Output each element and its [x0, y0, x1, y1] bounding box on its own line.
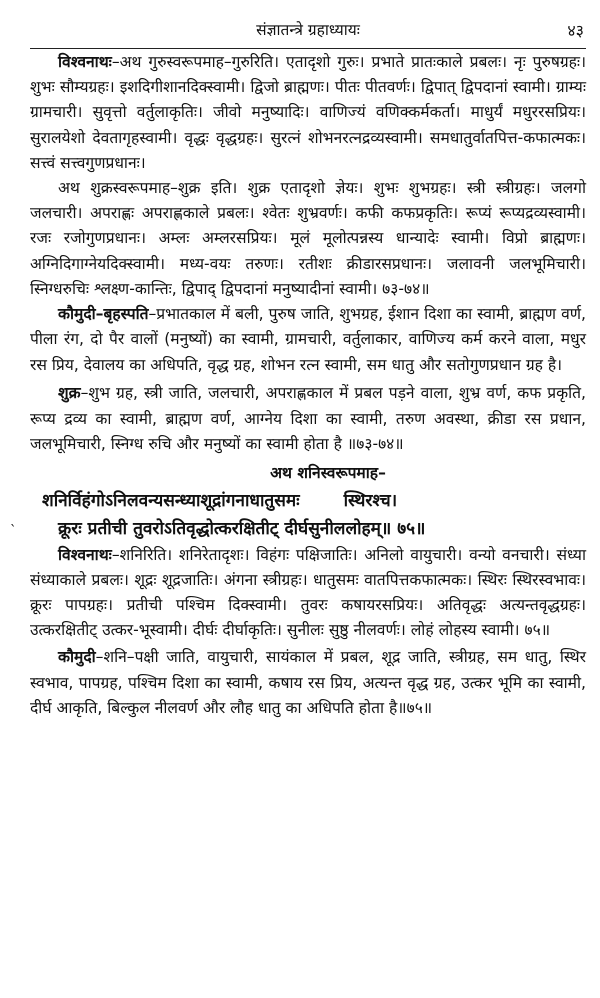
guru-hindi-label: कौमुदी–बृहस्पति [58, 305, 149, 324]
margin-mark: ` [10, 524, 17, 539]
shukra-hindi-commentary [30, 381, 586, 457]
shukra-hindi-label: शुक्र [58, 384, 81, 403]
shani-hindi-text: –शनि–पक्षी जाति, वायुचारी, सायंकाल में प्रबल, शूद्र जाति, स्त्रीग्रह, सम धातु, स्थिर स्वभाव, पापग्रह, पश्चिम दिशा का स्वामी, कषाय रस प्रिय, अत्यन्त वृद्ध ग्रह, उत्कर भूमि का स्वामी, दीर्घ आकृति, बिल्कुल नीलवर्ण और लौह धातु का अधिपति होता है॥७५॥ [30, 648, 586, 718]
guru-hindi-text: –प्रभातकाल में बली, पुरुष जाति, शुभग्रह, ईशान दिशा का स्वामी, ब्राह्मण वर्ण, पीला रंग, दो पैर वालों (मनुष्यों) का स्वामी, ग्रामचारी, वर्तुलाकार, वाणिज्य कर्म करने वाला, मधुर रस प्रिय, देवालय का अधिपति, वृद्ध ग्रह, शोभन रत्न स्वामी, सम धातु और सतोगुणप्रधान ग्रह है। [30, 305, 586, 374]
guru-sanskrit-commentary [30, 50, 586, 176]
shani-sanskrit-commentary [30, 543, 586, 644]
shani-verse-line-2: क्रूरः प्रतीची तुवरोऽतिवृद्धोत्करक्षितीट् दीर्घसुनीललोहम्॥ ७५॥ [58, 518, 426, 539]
shani-verse-line-1a: शनिर्विहंगोऽनिलवन्यसन्ध्याशूद्रांगनाधातुसमः [42, 490, 300, 511]
shani-sanskrit-label: विश्वनाथः [58, 545, 112, 564]
shani-verse-line-1b: स्थिरश्च। [343, 490, 398, 511]
shukra-hindi-text: –शुभ ग्रह, स्त्री जाति, जलचारी, अपराह्णकाल में प्रबल पड़ने वाला, शुभ्र वर्ण, कफ प्रकृति, रूप्य द्रव्य का स्वामी, ब्राह्मण वर्ण, आग्नेय दिशा का स्वामी, तरुण अवस्था, क्रीडा रस प्रधान, जलभूमिचारी, स्निग्ध रुचि और मनुष्यों का स्वामी होता है ॥७३-७४॥ [30, 384, 586, 454]
header-rule [30, 48, 586, 49]
shukra-sanskrit-commentary [30, 176, 586, 302]
shani-hindi-commentary [30, 645, 586, 721]
shani-hindi-label: कौमुदी [58, 648, 96, 667]
guru-sanskrit-text: –अथ गुरुस्वरूपमाह–गुरुरिति। एतादृशो गुरुः। प्रभाते प्रातःकाले प्रबलः। नृः पुरुषग्रहः। शुभः सौम्यग्रहः। इशदिगीशानदिक्स्वामी। द्विजो ब्राह्मणः। पीतः पीतवर्णः। द्विपात् द्विपदानां स्वामी। ग्राम्यः ग्रामचारी। सुवृत्तो वर्तुलाकृतिः। जीवो मनुष्यादिः। वाणिज्यं वणिक्कर्मकर्ता। माधुर्यं मधुररसप्रियः। सुरालयेशो देवतागृहस्वामी। वृद्धः वृद्धग्रहः। सुरत्नं शोभनरत्नद्रव्यस्वामी। समधातुर्वातपित्त-कफात्मकः। सत्त्वं सत्त्वगुणप्रधानः। [30, 53, 586, 172]
guru-hindi-commentary [30, 302, 586, 378]
shani-verse [30, 487, 586, 543]
shani-verse-line-1 [42, 487, 586, 515]
running-title: संज्ञातन्त्रे ग्रहाध्यायः [256, 21, 360, 39]
page-header [30, 18, 586, 46]
guru-sanskrit-label: विश्वनाथः [58, 53, 112, 71]
shukra-sanskrit-text: अथ शुक्रस्वरूपमाह–शुक्र इति। शुक्र एतादृशो ज्ञेयः। शुभः शुभग्रहः। स्त्री स्त्रीग्रहः। जलगो जलचारी। अपराह्णः अपराह्णकाले प्रबलः। श्वेतः शुभ्रवर्णः। कफी कफप्रकृतिः। रूप्यं रूप्यद्रव्यस्वामी। रजः रजोगुणप्रधानः। अम्लः अम्लरसप्रियः। मूलं मूलोत्पन्नस्य धान्यादेः स्वामी। विप्रो ब्राह्मणः। अग्निदिगाग्नेयदिक्स्वामी। मध्य-वयः तरुणः। रतीशः क्रीडारसप्रधानः। जलावनी जलभूमिचारी। स्निग्धरुचिः श्लक्ष्ण-कान्तिः, द्विपाद् द्विपदानां मनुष्यादीनां स्वामी। ७३-७४॥ [30, 179, 586, 298]
shani-sanskrit-text: –शनिरिति। शनिरेतादृशः। विहंगः पक्षिजातिः। अनिलो वायुचारी। वन्यो वनचारी। संध्या संध्याकाले प्रबलः। शूद्रः शूद्रजातिः। अंगना स्त्रीग्रहः। धातुसमः वातपित्तकफात्मकः। स्थिरः स्थिरस्वभावः। क्रूरः पापग्रहः। प्रतीची पश्चिम दिक्स्वामी। तुवरः कषायरसप्रियः। अतिवृद्धः अत्यन्तवृद्धग्रहः। उत्करक्षितीट् उत्कर-भूस्वामी। दीर्घः दीर्घाकृतिः। सुनीलः सुष्ठु नीलवर्णः। लोहं लोहस्य स्वामी। ७५॥ [30, 545, 586, 640]
page-number: ४३ [567, 21, 584, 40]
shani-section-heading: अथ शनिस्वरूपमाह– [270, 464, 386, 483]
